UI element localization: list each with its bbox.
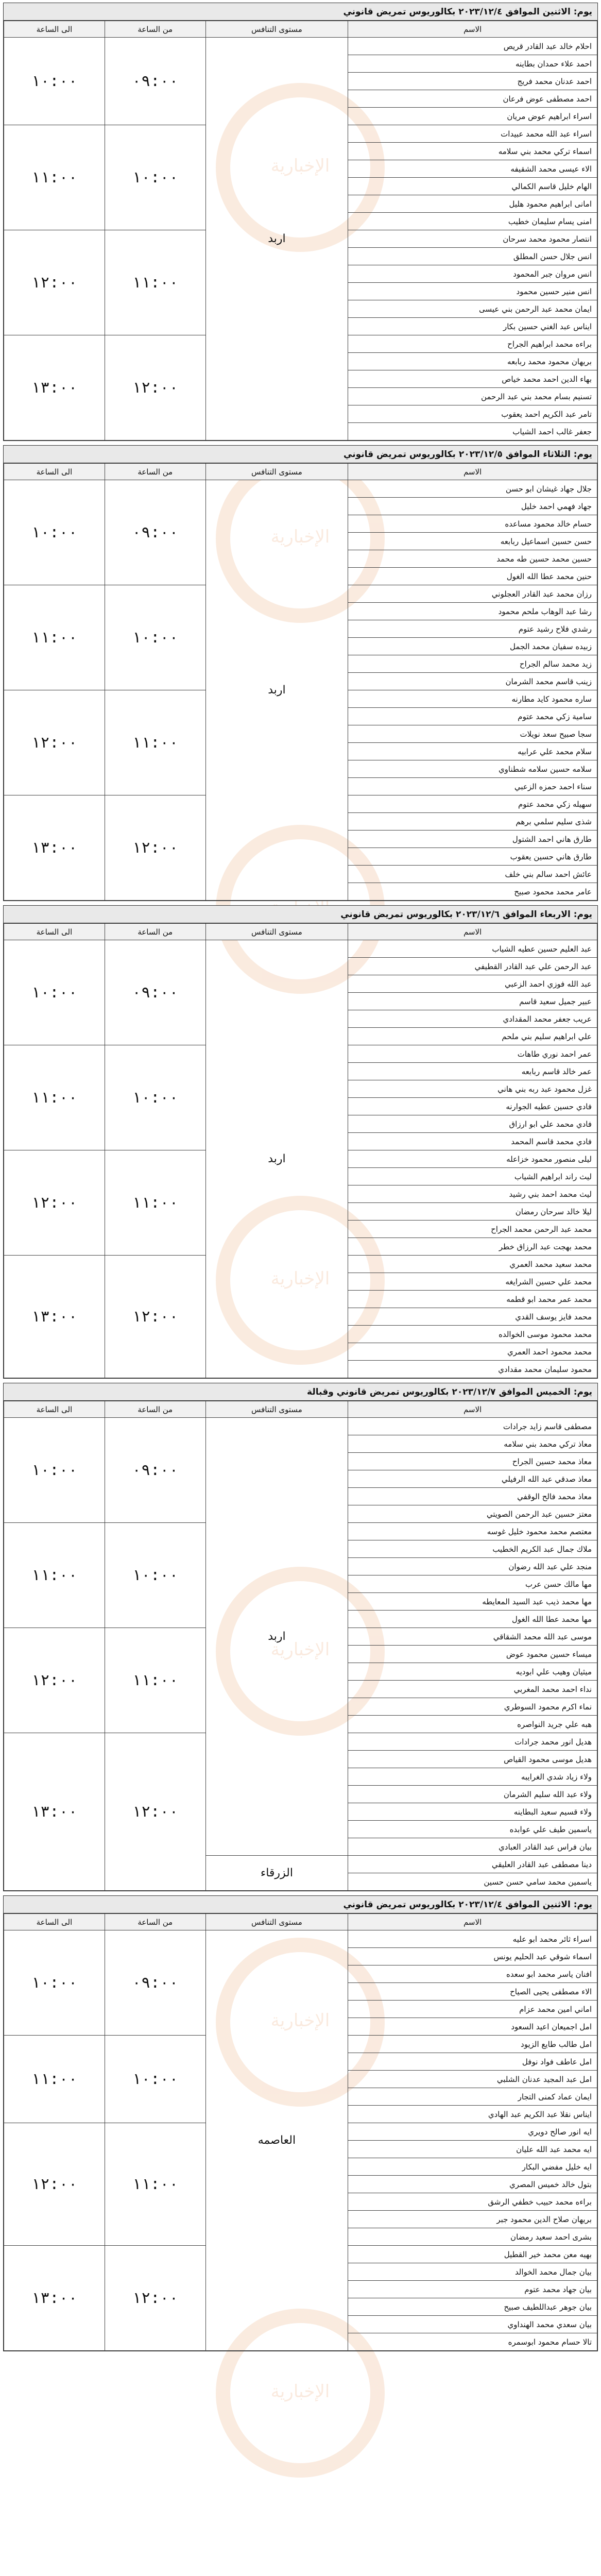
applicant-name: امل عاطف فواد نوفل — [348, 2053, 597, 2071]
header-name: الاسم — [348, 1401, 597, 1418]
applicant-name: هبه علي جريد النواصره — [348, 1716, 597, 1733]
header-from: من الساعة — [105, 924, 205, 940]
to-time: ١٠:٠٠ — [4, 480, 105, 585]
to-time: ١١:٠٠ — [4, 125, 105, 230]
applicant-name: ساره محمود كايد مطارنه — [348, 690, 597, 708]
applicant-name: جهاد فهمي احمد خليل — [348, 498, 597, 515]
applicant-name: محمد عبد الرحمن محمد الجراح — [348, 1221, 597, 1238]
schedule-section — [3, 1383, 598, 1891]
section-title: يوم: الاربعاء الموافق ٢٠٢٣/١٢/٦ بكالوريوس تمريض قانوني — [4, 906, 597, 923]
applicant-name: الهام خليل قاسم الكمالي — [348, 178, 597, 195]
from-time: ١٢:٠٠ — [105, 1256, 205, 1378]
applicant-name: رزان محمد عبد القادر العجلوني — [348, 585, 597, 603]
applicant-name: ملاك جمال عبد الكريم الخطيب — [348, 1540, 597, 1558]
applicant-name: الاء عيسى محمد الشقيفه — [348, 160, 597, 178]
from-time: ١٠:٠٠ — [105, 585, 205, 690]
applicant-name: بيان سعدي محمد الهنداوي — [348, 2316, 597, 2333]
applicant-name: اسراء عبد الله محمد عبيدات — [348, 125, 597, 143]
applicant-name: ايه خليل مفضي البكار — [348, 2158, 597, 2176]
applicant-name: بيان جوهر عبداللطيف صبيح — [348, 2298, 597, 2316]
applicant-name: احمد مصطفى عوض فرعان — [348, 90, 597, 108]
applicant-name: معاذ محمد حسين الجراح — [348, 1453, 597, 1470]
applicant-name: احمد عدنان محمد فريج — [348, 73, 597, 90]
applicant-name: سجا صبيح سعد نويلات — [348, 725, 597, 743]
header-name: الاسم — [348, 464, 597, 480]
applicant-name: بشرى احمد سعيد رمضان — [348, 2228, 597, 2246]
applicant-name: ايه انور صالح دويري — [348, 2123, 597, 2141]
from-time: ٠٩:٠٠ — [105, 1930, 205, 2036]
applicant-name: شذى سليم سلمي برهم — [348, 813, 597, 831]
applicant-name: ايناس عبد الغني حسين بكار — [348, 318, 597, 335]
applicant-name: زبيده سفيان محمد الجمل — [348, 638, 597, 655]
applicant-name: طارق هاني حسين يعقوب — [348, 848, 597, 866]
applicant-name: انس منير حسين محمود — [348, 283, 597, 300]
applicant-name: انس جلال حسن المطلق — [348, 248, 597, 265]
table-row — [4, 1930, 597, 1948]
to-time: ١٣:٠٠ — [4, 2246, 105, 2351]
applicant-name: بهاء الدين احمد محمد خياص — [348, 370, 597, 388]
to-time: ١٢:٠٠ — [4, 690, 105, 795]
schedule-sections — [3, 3, 598, 2351]
applicant-name: بيان جمال محمد الخوالد — [348, 2263, 597, 2281]
applicant-name: ليث راند ابراهيم الشياب — [348, 1168, 597, 1185]
section-title: يوم: الخميس الموافق ٢٠٢٣/١٢/٧ بكالوريوس تمريض قانوني وقبالة — [4, 1383, 597, 1401]
applicant-name: حنين محمد عطا الله الغول — [348, 568, 597, 585]
header-row — [4, 924, 597, 940]
table-row — [4, 940, 597, 958]
applicant-name: ليلى منصور محمود خزاعله — [348, 1150, 597, 1168]
competition-level: اربد — [205, 38, 348, 440]
competition-level: اربد — [205, 480, 348, 901]
from-time: ١١:٠٠ — [105, 230, 205, 335]
header-row — [4, 21, 597, 38]
watermark-text: الإخبارية — [270, 1268, 330, 1289]
applicant-name: ايه محمد عبد الله عليان — [348, 2141, 597, 2158]
header-name: الاسم — [348, 924, 597, 940]
applicant-name: محمود سليمان محمد مقدادي — [348, 1361, 597, 1378]
applicant-name: امل عبد المجيد عدنان الشلبي — [348, 2071, 597, 2088]
applicant-name: معاذ تركي محمد بني سلامه — [348, 1435, 597, 1453]
from-time: ١٢:٠٠ — [105, 1733, 205, 1891]
to-time: ١٢:٠٠ — [4, 2123, 105, 2246]
applicant-name: رشا عبد الوهاب ملحم محمود — [348, 603, 597, 620]
applicant-name: بهيه معن محمد خير القطيل — [348, 2246, 597, 2263]
to-time: ١٠:٠٠ — [4, 1930, 105, 2036]
applicant-name: ولاء زياد شدي الغرايبه — [348, 1768, 597, 1786]
header-to: الى الساعة — [4, 1401, 105, 1418]
applicant-name: بريهان صلاح الدين محمود جبر — [348, 2211, 597, 2228]
applicant-name: فادي حسين عطيه الجوارنه — [348, 1098, 597, 1115]
applicant-name: ياسمين محمد سامي حسن حسين — [348, 1873, 597, 1891]
applicant-name: ولاء عبد الله سليم الشرمان — [348, 1786, 597, 1803]
applicant-name: حسين محمد حسين طه محمد — [348, 550, 597, 568]
applicant-name: علي ابراهيم سليم بني ملحم — [348, 1028, 597, 1045]
applicant-name: بيان فراس عبد القادر العبادي — [348, 1838, 597, 1856]
to-time: ١٣:٠٠ — [4, 1733, 105, 1891]
applicant-name: افنان ياسر محمد ابو سعده — [348, 1965, 597, 1983]
table-row — [4, 1418, 597, 1435]
applicant-name: عمر احمد نوري طاهات — [348, 1045, 597, 1063]
applicant-name: محمد محمود احمد العمري — [348, 1343, 597, 1361]
applicant-name: احمد علاء حمدان بطاينه — [348, 55, 597, 73]
to-time: ١٣:٠٠ — [4, 795, 105, 901]
applicant-name: بتول خالد خميس المصري — [348, 2176, 597, 2193]
applicant-name: زينب قاسم محمد الشرمان — [348, 673, 597, 690]
applicant-name: زيد محمد سالم الجراح — [348, 655, 597, 673]
to-time: ١٢:٠٠ — [4, 230, 105, 335]
header-from: من الساعة — [105, 1914, 205, 1930]
from-time: ١٠:٠٠ — [105, 1523, 205, 1628]
watermark-text: الإخبارية — [270, 156, 330, 176]
applicant-name: محمد عمر محمد ابو قطمه — [348, 1291, 597, 1308]
applicant-name: تامر عبد الكريم احمد يعقوب — [348, 405, 597, 423]
section-title: يوم: الثلاثاء الموافق ٢٠٢٣/١٢/٥ بكالوريوس تمريض قانوني — [4, 446, 597, 463]
to-time: ١٠:٠٠ — [4, 1418, 105, 1523]
watermark-text: الإخبارية — [270, 1639, 330, 1660]
applicant-name: اسماء شوقي عبد الحليم يونس — [348, 1948, 597, 1965]
schedule-section — [3, 905, 598, 1379]
header-to: الى الساعة — [4, 1914, 105, 1930]
applicant-name: ميساء حسين محمود عوض — [348, 1646, 597, 1663]
applicant-name: عبد الرحمن علي عبد القادر القطيفي — [348, 958, 597, 975]
applicant-name: سهيله زكي محمد عتوم — [348, 795, 597, 813]
applicant-name: عبد الله فوزي احمد الزعبي — [348, 975, 597, 993]
to-time: ١٠:٠٠ — [4, 940, 105, 1045]
header-row — [4, 1401, 597, 1418]
section-title: يوم: الاثنين الموافق ٢٠٢٣/١٢/٤ بكالوريوس تمريض قانوني — [4, 1896, 597, 1913]
applicant-name: ميثيان وهيب علي ابوديه — [348, 1663, 597, 1681]
header-to: الى الساعة — [4, 464, 105, 480]
applicant-name: عبد العليم حسين عطيه الشياب — [348, 940, 597, 958]
applicant-name: منجد علي عبد الله رضوان — [348, 1558, 597, 1575]
competition-level: العاصمه — [205, 1930, 348, 2351]
applicant-name: محمد علي حسين الشرايغه — [348, 1273, 597, 1291]
table-row — [4, 38, 597, 55]
applicant-name: عمر خالد قاسم ربابعه — [348, 1063, 597, 1080]
header-row — [4, 1914, 597, 1930]
to-time: ١١:٠٠ — [4, 1523, 105, 1628]
header-level: مستوى التنافس — [205, 1914, 348, 1930]
header-name: الاسم — [348, 21, 597, 38]
applicant-name: عريب جعفر محمد المقدادي — [348, 1010, 597, 1028]
applicant-name: مصطفى قاسم زايد جرادات — [348, 1418, 597, 1435]
applicant-name: انتصار محمود محمد سرحان — [348, 230, 597, 248]
applicant-name: فادي محمد علي ابو ارزاق — [348, 1115, 597, 1133]
applicant-name: معاذ صدقي عبد الله الرفيلي — [348, 1470, 597, 1488]
applicant-name: انس مروان جبر المحمود — [348, 265, 597, 283]
applicant-name: حسن حسين اسماعيل ربابعه — [348, 533, 597, 550]
applicant-name: رشدي فلاح رشيد عتوم — [348, 620, 597, 638]
applicant-name: ليلا خالد سرحان رمضان — [348, 1203, 597, 1221]
applicant-name: هديل موسى محمود القياص — [348, 1751, 597, 1768]
from-time: ١١:٠٠ — [105, 690, 205, 795]
from-time: ١٠:٠٠ — [105, 2036, 205, 2123]
applicant-name: اماني امين محمد عزام — [348, 2001, 597, 2018]
to-time: ١٣:٠٠ — [4, 335, 105, 440]
to-time: ١١:٠٠ — [4, 585, 105, 690]
applicant-name: غزل محمود عبد ربه بني هاني — [348, 1080, 597, 1098]
table-row — [4, 480, 597, 498]
applicant-name: محمد محمود موسى الخوالده — [348, 1326, 597, 1343]
from-time: ١٢:٠٠ — [105, 795, 205, 901]
applicant-name: محمد سعيد محمد العمري — [348, 1256, 597, 1273]
applicant-name: حسام خالد محمود مساعده — [348, 515, 597, 533]
watermark-text: الإخبارية — [270, 527, 330, 547]
applicant-name: جعفر غالب احمد الشياب — [348, 423, 597, 440]
applicant-name: نداء احمد محمد المغربي — [348, 1681, 597, 1698]
schedule-section — [3, 445, 598, 901]
to-time: ١١:٠٠ — [4, 2036, 105, 2123]
header-to: الى الساعة — [4, 21, 105, 38]
applicant-name: ايمان محمد عبد الرحمن بني عيسى — [348, 300, 597, 318]
header-from: من الساعة — [105, 464, 205, 480]
schedule-table — [4, 1401, 597, 1891]
applicant-name: ياسمين طيف علي عوابده — [348, 1821, 597, 1838]
from-time: ٠٩:٠٠ — [105, 940, 205, 1045]
from-time: ١٢:٠٠ — [105, 335, 205, 440]
applicant-name: عائش احمد سالم بني خلف — [348, 866, 597, 883]
applicant-name: سناء احمد حمزه الزعبي — [348, 778, 597, 795]
header-row — [4, 464, 597, 480]
applicant-name: سلام محمد علي عرابيه — [348, 743, 597, 760]
competition-level: الزرقاء — [205, 1856, 348, 1891]
applicant-name: الاء مصطفى يحيى الصياح — [348, 1983, 597, 2001]
applicant-name: امانى ابراهيم محمود هليل — [348, 195, 597, 213]
from-time: ١١:٠٠ — [105, 2123, 205, 2246]
header-level: مستوى التنافس — [205, 1401, 348, 1418]
applicant-name: معاذ محمد فالح الوقفي — [348, 1488, 597, 1505]
applicant-name: احلام خالد عبد القادر قريص — [348, 38, 597, 55]
applicant-name: امل طالب طايع الزيود — [348, 2036, 597, 2053]
to-time: ١٢:٠٠ — [4, 1150, 105, 1256]
watermark-text: الإخبارية — [270, 2010, 330, 2031]
applicant-name: نماء اكرم محمود السوطري — [348, 1698, 597, 1716]
applicant-name: بيان جهاد محمد عتوم — [348, 2281, 597, 2298]
from-time: ١١:٠٠ — [105, 1628, 205, 1733]
schedule-table — [4, 21, 597, 440]
applicant-name: اسماء تركي محمد بني سلامه — [348, 143, 597, 160]
to-time: ١٠:٠٠ — [4, 38, 105, 125]
applicant-name: سلامه حسين سلامه شطناوي — [348, 760, 597, 778]
from-time: ١٠:٠٠ — [105, 125, 205, 230]
header-level: مستوى التنافس — [205, 464, 348, 480]
applicant-name: طارق هاني احمد الشتول — [348, 831, 597, 848]
from-time: ١٢:٠٠ — [105, 2246, 205, 2351]
schedule-table — [4, 923, 597, 1378]
applicant-name: مها محمد ذيب عبد السيد المعايطه — [348, 1593, 597, 1611]
applicant-name: جلال جهاد غيشان ابو حسن — [348, 480, 597, 498]
schedule-table — [4, 463, 597, 901]
header-name: الاسم — [348, 1914, 597, 1930]
header-level: مستوى التنافس — [205, 21, 348, 38]
applicant-name: معتز حسين عبد الرحمن الصويتي — [348, 1505, 597, 1523]
applicant-name: بريهان محمود محمد ربابعه — [348, 353, 597, 370]
to-time: ١٣:٠٠ — [4, 1256, 105, 1378]
applicant-name: ايمان عماد كمنى التجار — [348, 2088, 597, 2106]
from-time: ١٠:٠٠ — [105, 1045, 205, 1150]
applicant-name: امنى يسام سليمان خطيب — [348, 213, 597, 230]
applicant-name: اسراء ابراهيم عوض مريان — [348, 108, 597, 125]
to-time: ١١:٠٠ — [4, 1045, 105, 1150]
document — [3, 3, 598, 2576]
applicant-name: محمد بهجت عبد الرزاق خطر — [348, 1238, 597, 1256]
schedule-section — [3, 3, 598, 441]
applicant-name: فادي محمد قاسم المحمد — [348, 1133, 597, 1150]
applicant-name: اسراء ثائر محمد ابو عليه — [348, 1930, 597, 1948]
applicant-name: مها محمد عطا الله الغول — [348, 1611, 597, 1628]
applicant-name: عبير جميل سعيد قاسم — [348, 993, 597, 1010]
section-title: يوم: الاثنين الموافق ٢٠٢٣/١٢/٤ بكالوريوس تمريض قانوني — [4, 3, 597, 21]
header-to: الى الساعة — [4, 924, 105, 940]
watermark-text: الإخبارية — [270, 2381, 330, 2402]
competition-level: اربد — [205, 1418, 348, 1856]
applicant-name: سامية زكي محمد عتوم — [348, 708, 597, 725]
schedule-section — [3, 1895, 598, 2351]
from-time: ٠٩:٠٠ — [105, 1418, 205, 1523]
applicant-name: ايناس نقلا عبد الكريم عبد الهادي — [348, 2106, 597, 2123]
applicant-name: مها مالك حسن عرب — [348, 1575, 597, 1593]
applicant-name: تسنيم بسام محمد بني عبد الرحمن — [348, 388, 597, 405]
applicant-name: محمد فايز يوسف القدي — [348, 1308, 597, 1326]
applicant-name: براءه محمد حبيب خطفي الرشق — [348, 2193, 597, 2211]
applicant-name: تالا حسام محمود ابوسمره — [348, 2333, 597, 2351]
applicant-name: دينا مصطفى عبد القادر العليقي — [348, 1856, 597, 1873]
applicant-name: امل اجميعان اعيد السعود — [348, 2018, 597, 2036]
header-from: من الساعة — [105, 1401, 205, 1418]
applicant-name: هديل انور محمد جرادات — [348, 1733, 597, 1751]
applicant-name: ليث محمد احمد بني رشيد — [348, 1185, 597, 1203]
applicant-name: براءه محمد ابراهيم الجراح — [348, 335, 597, 353]
to-time: ١٢:٠٠ — [4, 1628, 105, 1733]
header-level: مستوى التنافس — [205, 924, 348, 940]
applicant-name: ولاء قسيم سعيد البطاينه — [348, 1803, 597, 1821]
from-time: ٠٩:٠٠ — [105, 480, 205, 585]
applicant-name: عامر محمد محمود صبيح — [348, 883, 597, 901]
competition-level: اربد — [205, 940, 348, 1378]
schedule-table — [4, 1913, 597, 2351]
header-from: من الساعة — [105, 21, 205, 38]
from-time: ١١:٠٠ — [105, 1150, 205, 1256]
applicant-name: معتصم محمد محمود خليل غوسه — [348, 1523, 597, 1540]
from-time: ٠٩:٠٠ — [105, 38, 205, 125]
applicant-name: موسى عبد الله محمد الشقاقي — [348, 1628, 597, 1646]
